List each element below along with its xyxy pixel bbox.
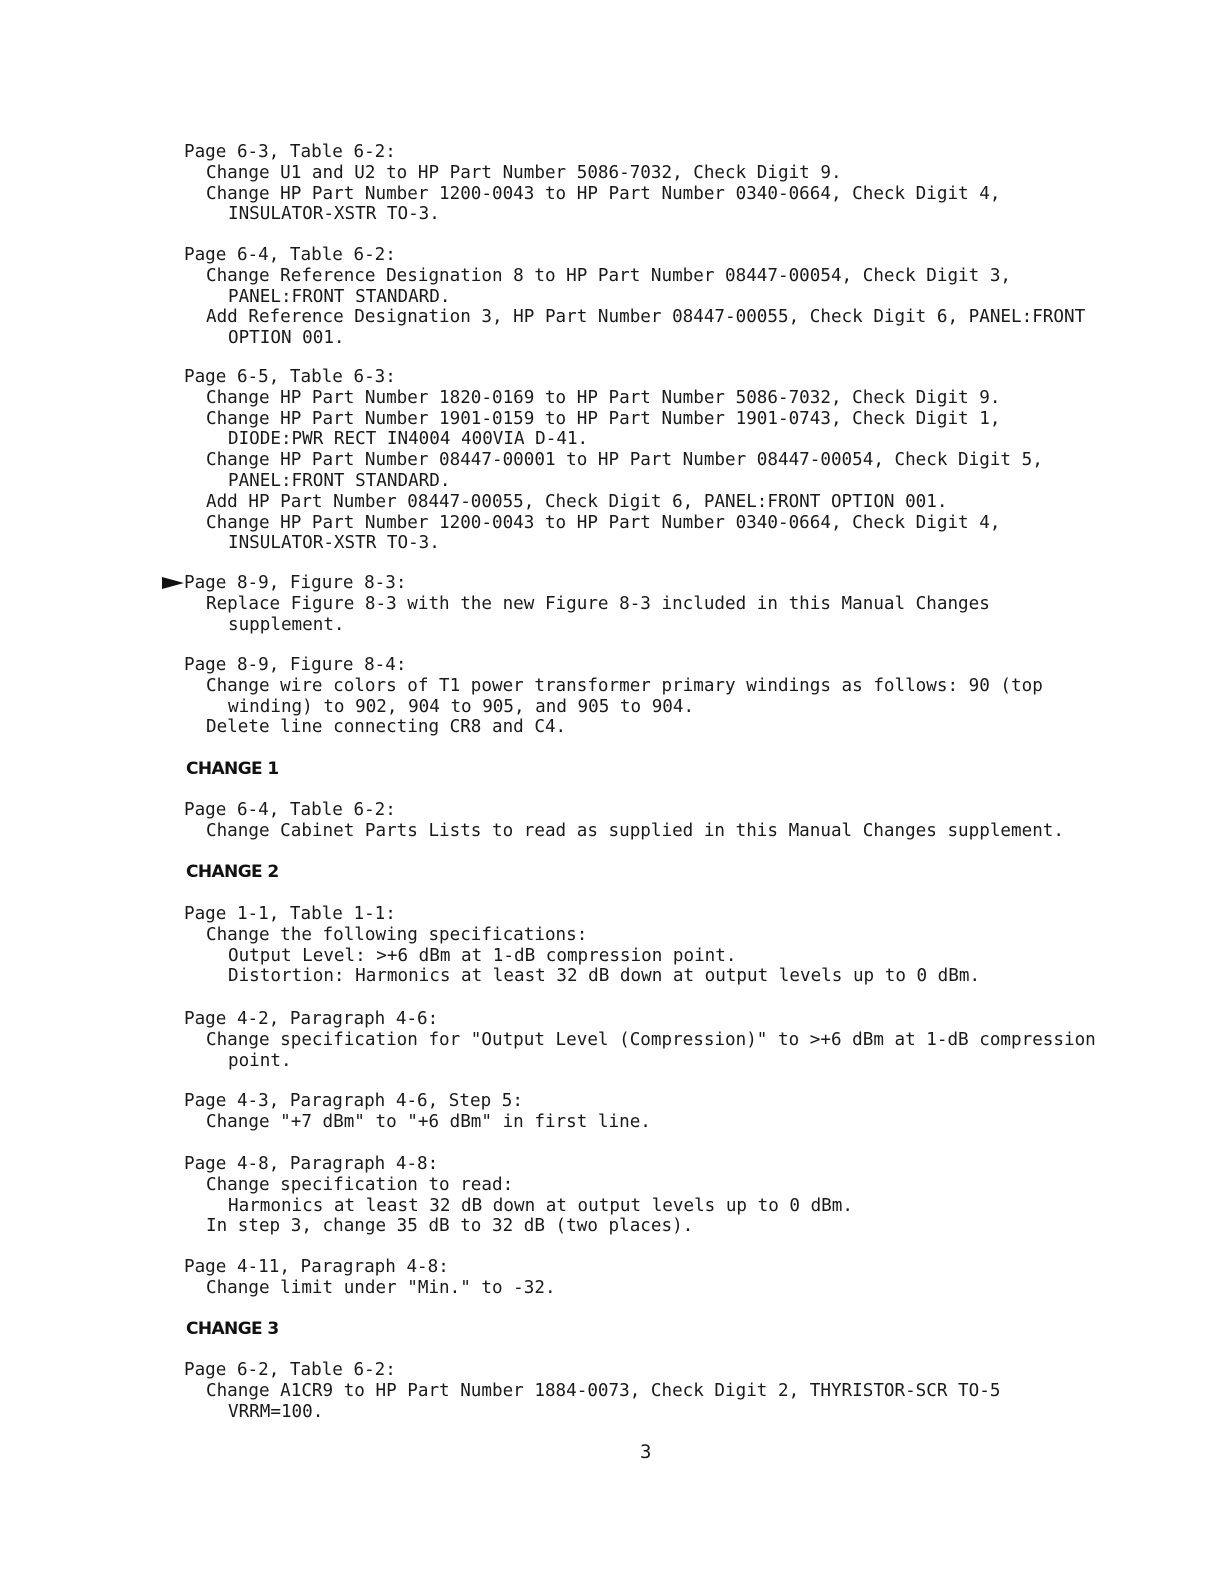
- block-heading: Page 8-9, Figure 8-4:: [184, 655, 407, 675]
- change-heading-1: CHANGE 1: [186, 759, 279, 779]
- block-line: Change Cabinet Parts Lists to read as supplied in this Manual Changes supplement.: [206, 820, 1064, 841]
- block-line: PANEL:FRONT STANDARD.: [228, 470, 451, 491]
- block-heading: Page 6-2, Table 6-2:: [184, 1360, 396, 1380]
- block-line: Distortion: Harmonics at least 32 dB down at output levels up to 0 dBm.: [228, 966, 981, 987]
- block-line: Add Reference Designation 3, HP Part Number 08447-00055, Check Digit 6, PANEL:FRONT: [206, 307, 1086, 328]
- block-line: Add HP Part Number 08447-00055, Check Digit 6, PANEL:FRONT OPTION 001.: [206, 491, 948, 512]
- change-marker-arrow-icon: [162, 576, 184, 590]
- block-line: Change wire colors of T1 power transformer primary windings as follows: 90 (top: [206, 675, 1043, 696]
- block-heading: Page 4-11, Paragraph 4-8:: [184, 1257, 449, 1277]
- block-line: Change U1 and U2 to HP Part Number 5086-7032, Check Digit 9.: [206, 162, 842, 183]
- block-line: Change HP Part Number 1200-0043 to HP Part Number 0340-0664, Check Digit 4,: [206, 512, 1001, 533]
- block-line: Change specification to read:: [206, 1174, 514, 1195]
- block-line: Change "+7 dBm" to "+6 dBm" in first line.: [206, 1111, 651, 1132]
- block-line: Replace Figure 8-3 with the new Figure 8-3 included in this Manual Changes: [206, 593, 990, 614]
- block-page-6-4-table-6-2: [184, 245, 1204, 349]
- block-line: DIODE:PWR RECT IN4004 400VIA D-41.: [228, 429, 589, 450]
- block-line: Change the following specifications:: [206, 924, 588, 945]
- block-line: Harmonics at least 32 dB down at output levels up to 0 dBm.: [228, 1195, 853, 1216]
- block-line: PANEL:FRONT STANDARD.: [228, 286, 451, 307]
- block-page-4-3-paragraph-4-6: [184, 1091, 1204, 1133]
- block-line: Change HP Part Number 08447-00001 to HP Part Number 08447-00054, Check Digit 5,: [206, 450, 1043, 471]
- block-page-1-1-table-1-1: [184, 904, 1204, 987]
- block-change1-page-6-4: [184, 800, 1204, 842]
- block-line: Change Reference Designation 8 to HP Part Number 08447-00054, Check Digit 3,: [206, 265, 1012, 286]
- block-page-8-9-figure-8-3: [184, 573, 1204, 635]
- block-line: INSULATOR-XSTR TO-3.: [228, 204, 440, 225]
- block-line: VRRM=100.: [228, 1401, 324, 1422]
- block-line: Change HP Part Number 1200-0043 to HP Part Number 0340-0664, Check Digit 4,: [206, 183, 1001, 204]
- block-line: INSULATOR-XSTR TO-3.: [228, 533, 440, 554]
- block-page-4-8-paragraph-4-8: [184, 1154, 1204, 1237]
- block-line: Change A1CR9 to HP Part Number 1884-0073, Check Digit 2, THYRISTOR-SCR TO-5: [206, 1380, 1001, 1401]
- block-page-4-2-paragraph-4-6: [184, 1009, 1204, 1071]
- block-heading: Page 4-8, Paragraph 4-8:: [184, 1154, 439, 1174]
- block-page-8-9-figure-8-4: [184, 655, 1204, 738]
- block-heading: Page 6-3, Table 6-2:: [184, 142, 396, 162]
- block-line: point.: [228, 1050, 292, 1071]
- block-page-6-5-table-6-3: [184, 367, 1204, 554]
- block-page-4-11-paragraph-4-8: [184, 1257, 1204, 1299]
- block-page-6-2-table-6-2: [184, 1360, 1204, 1422]
- block-line: Output Level: >+6 dBm at 1-dB compression point.: [228, 945, 737, 966]
- block-line: supplement.: [228, 614, 345, 635]
- change-heading-2: CHANGE 2: [186, 862, 279, 882]
- block-heading: Page 6-5, Table 6-3:: [184, 367, 396, 387]
- block-line: OPTION 001.: [228, 328, 345, 349]
- block-heading: Page 4-2, Paragraph 4-6:: [184, 1009, 439, 1029]
- block-page-6-3-table-6-2: [184, 142, 1204, 225]
- change-heading-3: CHANGE 3: [186, 1319, 279, 1339]
- block-line: Change HP Part Number 1901-0159 to HP Part Number 1901-0743, Check Digit 1,: [206, 408, 1001, 429]
- page-number: 3: [640, 1441, 652, 1463]
- block-heading: Page 8-9, Figure 8-3:: [184, 573, 407, 593]
- block-line: winding) to 902, 904 to 905, and 905 to 904.: [228, 696, 695, 717]
- block-line: In step 3, change 35 dB to 32 dB (two places).: [206, 1216, 694, 1237]
- block-line: Change limit under "Min." to -32.: [206, 1277, 556, 1298]
- block-heading: Page 6-4, Table 6-2:: [184, 245, 396, 265]
- block-line: Change specification for "Output Level (Compression)" to >+6 dBm at 1-dB compression: [206, 1029, 1096, 1050]
- block-heading: Page 1-1, Table 1-1:: [184, 904, 396, 924]
- block-heading: Page 6-4, Table 6-2:: [184, 800, 396, 820]
- block-heading: Page 4-3, Paragraph 4-6, Step 5:: [184, 1091, 523, 1111]
- block-line: Delete line connecting CR8 and C4.: [206, 717, 567, 738]
- block-line: Change HP Part Number 1820-0169 to HP Part Number 5086-7032, Check Digit 9.: [206, 387, 1001, 408]
